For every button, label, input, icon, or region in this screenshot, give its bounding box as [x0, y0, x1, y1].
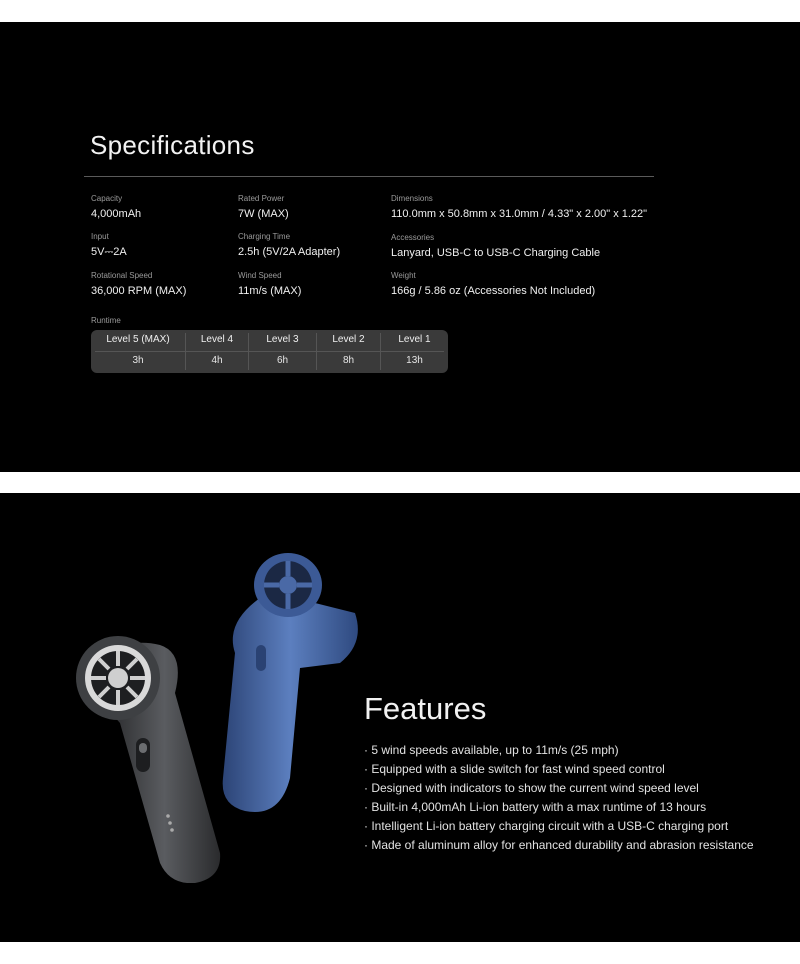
- product-image: [60, 533, 370, 883]
- runtime-column: [186, 330, 248, 373]
- runtime-level: Level 4: [200, 334, 234, 345]
- spec-label: Capacity: [91, 194, 123, 203]
- gray-fan: [76, 636, 220, 883]
- runtime-level: Level 3: [266, 334, 299, 345]
- spec-value: 166g / 5.86 oz (Accessories Not Included): [391, 285, 596, 297]
- spec-value: 110.0mm x 50.8mm x 31.0mm / 4.33" x 2.00" x 1.22": [391, 208, 648, 220]
- features-list: [364, 741, 754, 855]
- spec-label: Rotational Speed: [91, 271, 153, 280]
- spec-label: Rated Power: [238, 194, 285, 203]
- runtime-time: 6h: [276, 355, 289, 366]
- spec-value: 11m/s (MAX): [238, 285, 302, 297]
- runtime-level: Level 5 (MAX): [106, 334, 170, 345]
- blue-fan: [223, 553, 358, 812]
- spec-value: 36,000 RPM (MAX): [91, 285, 187, 297]
- specifications-divider: [84, 176, 654, 177]
- spec-label: Weight: [391, 271, 416, 280]
- spec-input: [91, 232, 127, 259]
- feature-item: · Built-in 4,000mAh Li-ion battery with a max runtime of 13 hours: [364, 800, 707, 814]
- spec-label: Dimensions: [391, 194, 433, 203]
- features-title: Features: [364, 691, 487, 726]
- runtime-time: 4h: [211, 355, 223, 366]
- spec-value: 5V⎓2A: [91, 246, 127, 258]
- runtime-column: [249, 330, 316, 373]
- spec-label: Accessories: [391, 233, 435, 242]
- spec-value: 7W (MAX): [238, 208, 289, 220]
- runtime-column: [91, 330, 185, 373]
- spec-accessories: [391, 233, 600, 259]
- specifications-section: [0, 22, 800, 472]
- spec-rated-power: [238, 194, 289, 220]
- spec-label: Charging Time: [238, 232, 291, 241]
- runtime-level: Level 2: [332, 334, 365, 345]
- feature-item: · Equipped with a slide switch for fast wind speed control: [364, 762, 665, 776]
- specifications-title: Specifications: [90, 130, 255, 160]
- runtime-column: [381, 330, 448, 373]
- spec-capacity: [91, 194, 141, 220]
- feature-item: · Intelligent Li-ion battery charging circuit with a USB-C charging port: [364, 819, 729, 833]
- spec-label: Wind Speed: [238, 271, 282, 280]
- runtime-table: [91, 330, 448, 373]
- runtime-level: Level 1: [398, 334, 431, 345]
- spec-charging-time: [238, 232, 340, 258]
- runtime-time: 3h: [132, 355, 144, 366]
- spec-value: 4,000mAh: [91, 208, 142, 220]
- spec-dimensions: [391, 194, 647, 220]
- feature-item: · Made of aluminum alloy for enhanced durability and abrasion resistance: [364, 838, 754, 852]
- runtime-time: 8h: [342, 355, 355, 366]
- runtime-time: 13h: [406, 355, 423, 366]
- features-section: [0, 493, 800, 942]
- feature-item: · 5 wind speeds available, up to 11m/s (25 mph): [364, 743, 619, 757]
- spec-value: 2.5h (5V/2A Adapter): [238, 246, 341, 258]
- spec-rotational-speed: [91, 271, 186, 297]
- feature-item: · Designed with indicators to show the current wind speed level: [364, 781, 699, 795]
- runtime-label: Runtime: [91, 316, 121, 325]
- spec-wind-speed: [238, 271, 301, 297]
- runtime-column: [317, 330, 380, 373]
- spec-weight: [391, 271, 595, 297]
- spec-label: Input: [91, 232, 109, 241]
- spec-value: Lanyard, USB-C to USB-C Charging Cable: [391, 247, 601, 259]
